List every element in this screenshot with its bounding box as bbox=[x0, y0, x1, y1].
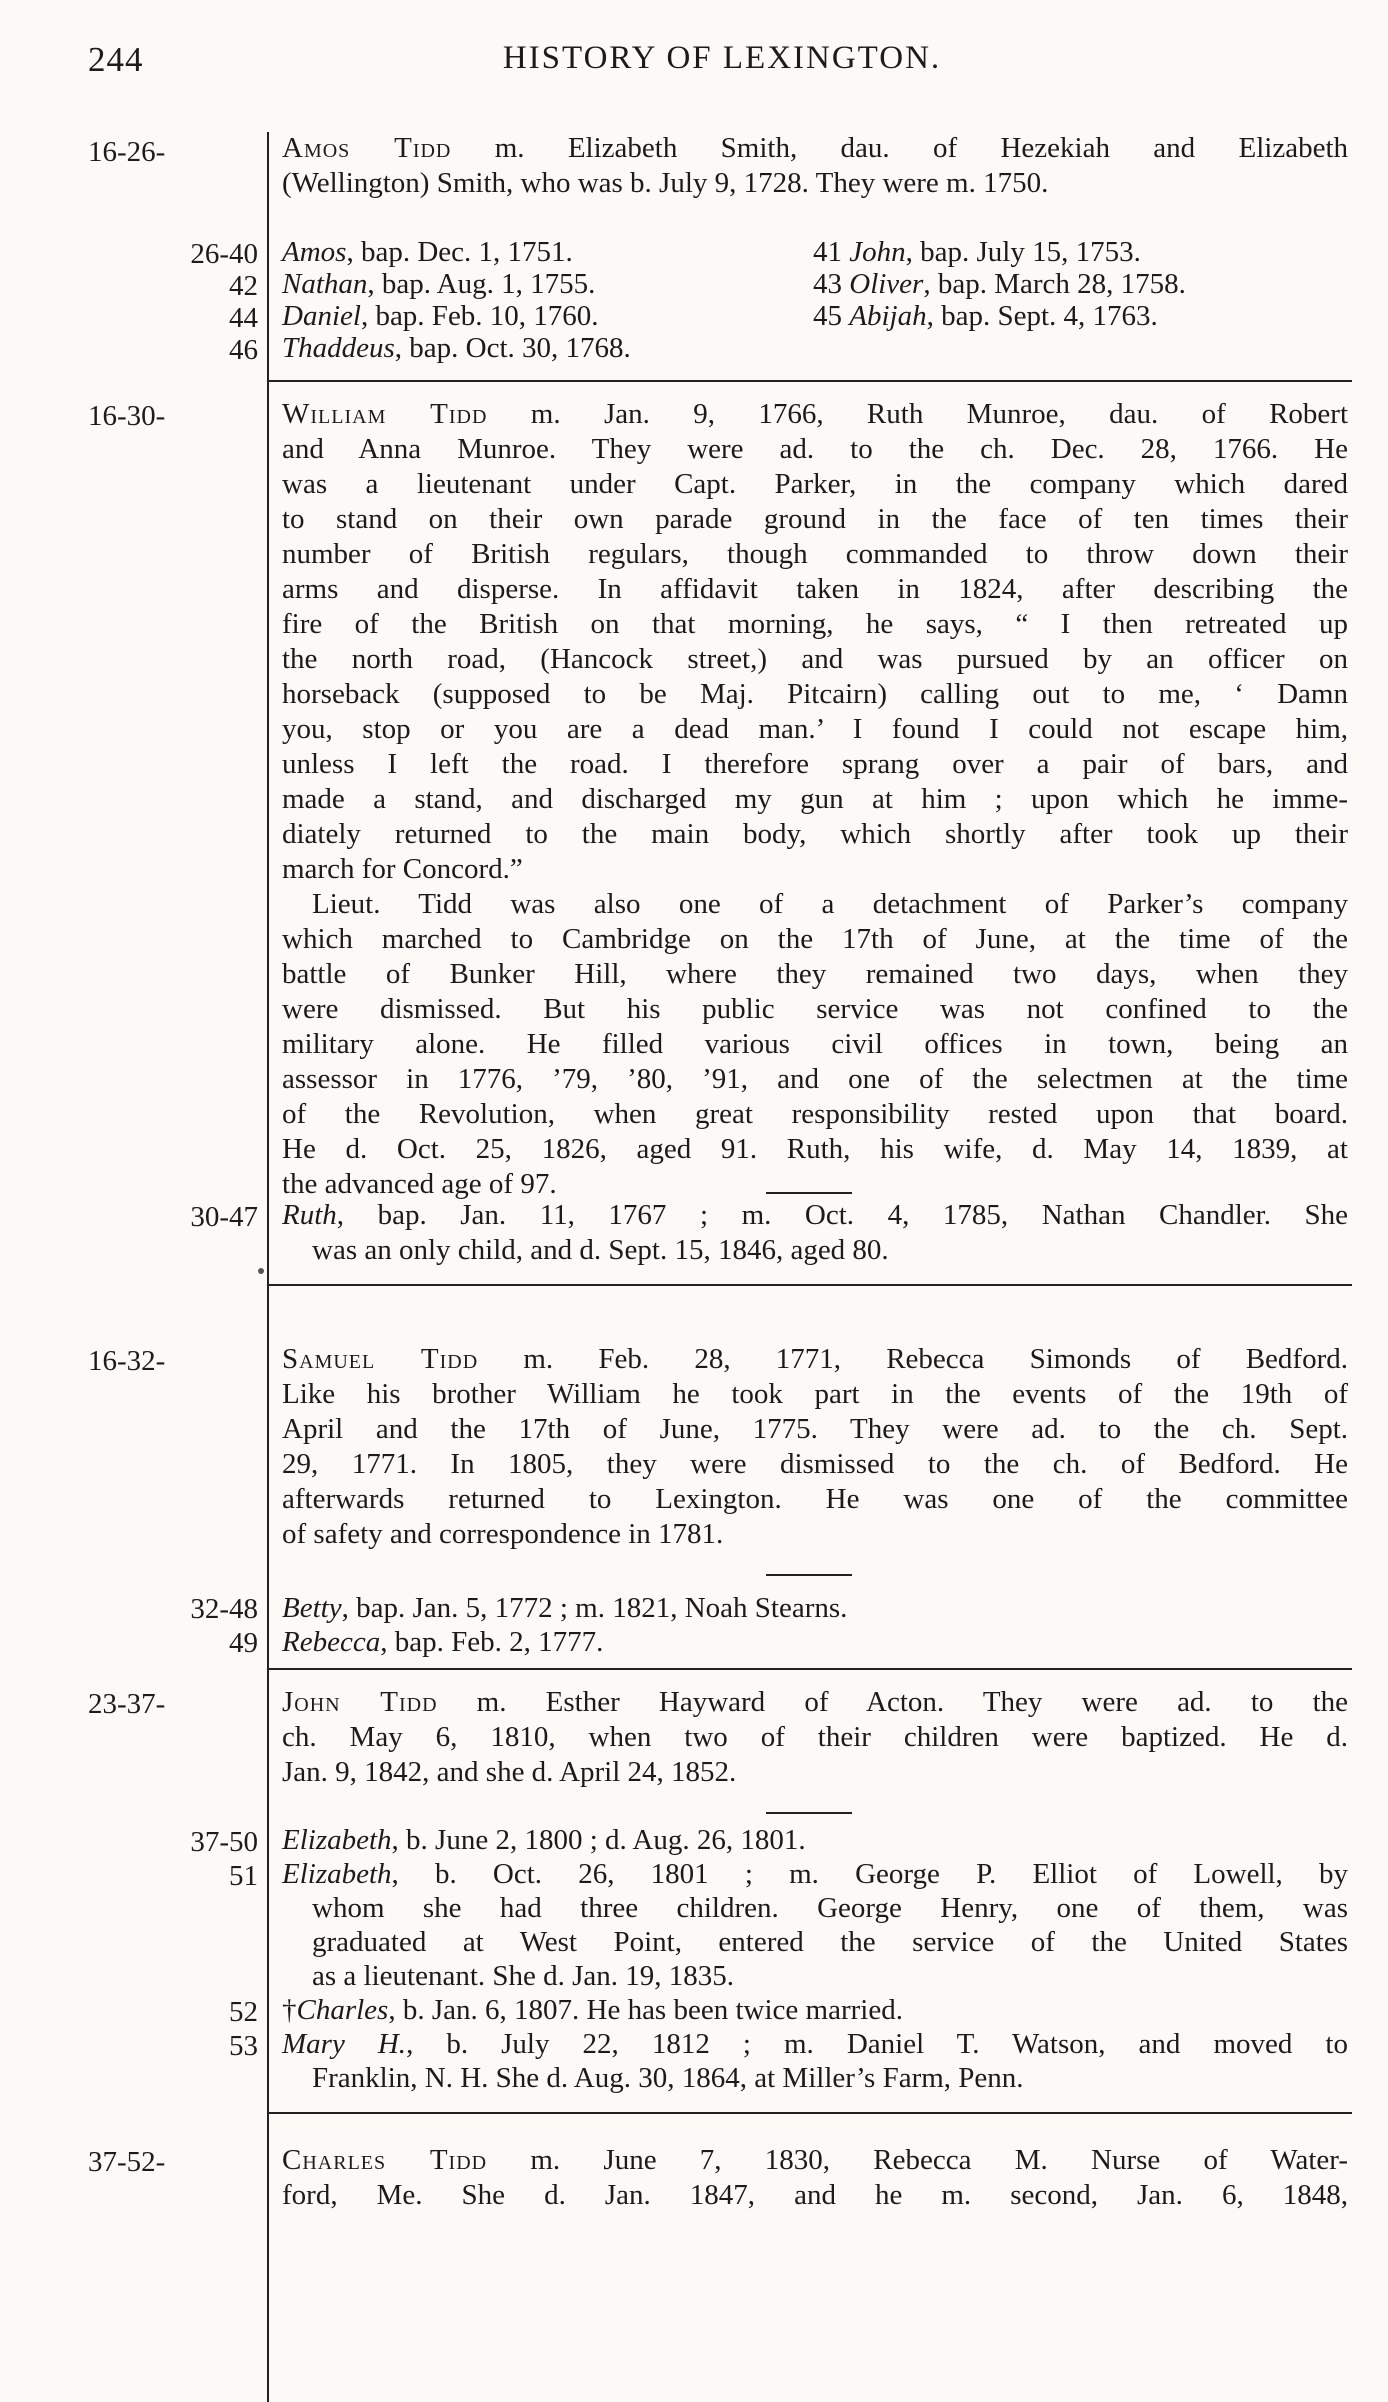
text-line: of the Revolution, when great responsibility rested upon that board. bbox=[282, 1098, 1348, 1130]
text-line: 29, 1771. In 1805, they were dismissed to the ch. of Bedford. He bbox=[282, 1448, 1348, 1480]
entry-head: Charles Tidd bbox=[282, 2144, 488, 2176]
child-ref: 37-50 bbox=[190, 1826, 258, 1858]
child-entry: Amos, bap. Dec. 1, 1751. bbox=[282, 236, 573, 268]
text-line: unless I left the road. I therefore sprang over a pair of bars, and bbox=[282, 748, 1348, 780]
text-line: military alone. He filled various civil offices in town, being an bbox=[282, 1028, 1348, 1060]
child-entry: 45 Abijah, bap. Sept. 4, 1763. bbox=[813, 300, 1158, 332]
entry-head: William Tidd bbox=[282, 398, 488, 430]
entry-head: Samuel Tidd bbox=[282, 1343, 479, 1375]
text-line: afterwards returned to Lexington. He was one of the committee bbox=[282, 1483, 1348, 1515]
text-line: and Anna Munroe. They were ad. to the ch. Dec. 28, 1766. He bbox=[282, 433, 1348, 465]
child-entry: as a lieutenant. She d. Jan. 19, 1835. bbox=[312, 1960, 735, 1992]
child-entry: 41 John, bap. July 15, 1753. bbox=[813, 236, 1141, 268]
children-list bbox=[282, 1591, 847, 1659]
child-ref: 51 bbox=[229, 1860, 258, 1892]
text-line: fire of the British on that morning, he says, “ I then retreated up bbox=[282, 608, 1348, 640]
entry-john bbox=[282, 1685, 1348, 1790]
short-divider bbox=[766, 1574, 852, 1576]
child-entry: whom she had three children. George Henry, one of them, was bbox=[312, 1892, 1348, 1924]
entry-head: Amos Tidd bbox=[282, 132, 452, 164]
short-divider bbox=[766, 1812, 852, 1814]
entry-ref: 16-30- bbox=[88, 400, 166, 432]
child-entry: Daniel, bap. Feb. 10, 1760. bbox=[282, 300, 599, 332]
divider-rule bbox=[267, 380, 1352, 382]
text-line: to stand on their own parade ground in the face of ten times their bbox=[282, 503, 1348, 535]
text-line: the advanced age of 97. bbox=[282, 1168, 557, 1200]
child-entry: 43 Oliver, bap. March 28, 1758. bbox=[813, 268, 1186, 300]
short-divider bbox=[766, 1192, 852, 1194]
text-line: Jan. 9, 1842, and she d. April 24, 1852. bbox=[282, 1756, 737, 1788]
divider-rule bbox=[267, 1284, 1352, 1286]
entry-william bbox=[282, 397, 1348, 1202]
child-ref: 49 bbox=[229, 1627, 258, 1659]
text-line: John Tidd m. Esther Hayward of Acton. They were ad. to the bbox=[282, 1686, 1348, 1718]
text-line: ch. May 6, 1810, when two of their children were baptized. He d. bbox=[282, 1721, 1348, 1753]
text-line: made a stand, and discharged my gun at him ; upon which he imme- bbox=[282, 783, 1348, 815]
child-entry: Thaddeus, bap. Oct. 30, 1768. bbox=[282, 332, 631, 364]
entry-samuel bbox=[282, 1342, 1348, 1552]
text-line: April and the 17th of June, 1775. They were ad. to the ch. Sept. bbox=[282, 1413, 1348, 1445]
entry-ref: 37-52- bbox=[88, 2146, 166, 2178]
running-title: HISTORY OF LEXINGTON. bbox=[502, 40, 942, 76]
divider-rule bbox=[267, 2112, 1352, 2114]
page-number: 244 bbox=[88, 40, 144, 79]
child-entry: Mary H., b. July 22, 1812 ; m. Daniel T. Watson, and moved to bbox=[282, 2028, 1348, 2060]
text-line: were dismissed. But his public service was not confined to the bbox=[282, 993, 1348, 1025]
child-ref: 42 bbox=[229, 270, 258, 302]
entry-charles: Charles Tidd m. June 7, 1830, Rebecca M. Nurse of Water- ford, Me. She d. Jan. 1847, and he m. second, Jan. 6, 1848, bbox=[282, 2144, 1348, 2211]
divider-rule bbox=[267, 1668, 1352, 1670]
text-line: was a lieutenant under Capt. Parker, in the company which dared bbox=[282, 468, 1348, 500]
text-line: assessor in 1776, ’79, ’80, ’91, and one of the selectmen at the time bbox=[282, 1063, 1348, 1095]
child-entry: Elizabeth, b. Oct. 26, 1801 ; m. George P. Elliot of Lowell, by bbox=[282, 1858, 1348, 1890]
child-ref: 52 bbox=[229, 1996, 258, 2028]
child-ref: 53 bbox=[229, 2030, 258, 2062]
child-entry: Betty, bap. Jan. 5, 1772 ; m. 1821, Noah Stearns. bbox=[282, 1592, 848, 1624]
children-list bbox=[282, 1823, 1348, 2095]
text-line: of safety and correspondence in 1781. bbox=[282, 1518, 724, 1550]
children-list-right bbox=[813, 236, 1186, 332]
entry-ruth: Ruth, bap. Jan. 11, 1767 ; m. Oct. 4, 1785, Nathan Chandler. She was an only child, and d. Sept. 15, 1846, aged 80. bbox=[282, 1199, 1348, 1266]
entry-head: John Tidd bbox=[282, 1686, 438, 1718]
entry-ref: 23-37- bbox=[88, 1688, 166, 1720]
ink-dot bbox=[258, 1268, 264, 1274]
text-line: diately returned to the main body, which shortly after took up their bbox=[282, 818, 1348, 850]
text-line: William Tidd m. Jan. 9, 1766, Ruth Munroe, dau. of Robert bbox=[282, 398, 1349, 430]
entry-amos: Amos Tidd m. Elizabeth Smith, dau. of Hezekiah and Elizabeth (Wellington) Smith, who was b. July 9, 1728. They were m. 1750. bbox=[282, 132, 1349, 199]
margin-rule bbox=[267, 132, 269, 2402]
child-entry: Franklin, N. H. She d. Aug. 30, 1864, at Miller’s Farm, Penn. bbox=[312, 2062, 1024, 2094]
entry-ref: 16-26- bbox=[88, 136, 166, 168]
entry-ref: 16-32- bbox=[88, 1345, 166, 1377]
text-line: number of British regulars, though commanded to throw down their bbox=[282, 538, 1348, 570]
child-ref: 46 bbox=[229, 334, 258, 366]
child-ref: 30-47 bbox=[190, 1201, 258, 1233]
child-entry: †Charles, b. Jan. 6, 1807. He has been twice married. bbox=[282, 1994, 903, 2026]
text-line: arms and disperse. In affidavit taken in 1824, after describing the bbox=[282, 573, 1348, 605]
child-entry: graduated at West Point, entered the service of the United States bbox=[312, 1926, 1348, 1958]
text-line: horseback (supposed to be Maj. Pitcairn) calling out to me, ‘ Damn bbox=[282, 678, 1348, 710]
text-line: which marched to Cambridge on the 17th of June, at the time of the bbox=[282, 923, 1348, 955]
text-line: battle of Bunker Hill, where they remained two days, when they bbox=[282, 958, 1348, 990]
child-entry: Rebecca, bap. Feb. 2, 1777. bbox=[282, 1626, 604, 1658]
text-line: Lieut. Tidd was also one of a detachment of Parker’s company bbox=[312, 888, 1348, 920]
text-line: He d. Oct. 25, 1826, aged 91. Ruth, his wife, d. May 14, 1839, at bbox=[282, 1133, 1348, 1165]
text-line: Like his brother William he took part in the events of the 19th of bbox=[282, 1378, 1348, 1410]
text-line: march for Concord.” bbox=[282, 853, 523, 885]
child-ref: 26-40 bbox=[190, 238, 258, 270]
running-head bbox=[88, 40, 1356, 90]
child-ref: 32-48 bbox=[190, 1593, 258, 1625]
child-entry: Nathan, bap. Aug. 1, 1755. bbox=[282, 268, 596, 300]
children-list-left bbox=[282, 236, 631, 364]
text-line: you, stop or you are a dead man.’ I found I could not escape him, bbox=[282, 713, 1348, 745]
text-line: Samuel Tidd m. Feb. 28, 1771, Rebecca Simonds of Bedford. bbox=[282, 1343, 1348, 1375]
child-ref: 44 bbox=[229, 302, 258, 334]
text-line: the north road, (Hancock street,) and was pursued by an officer on bbox=[282, 643, 1348, 675]
child-entry: Elizabeth, b. June 2, 1800 ; d. Aug. 26, 1801. bbox=[282, 1824, 806, 1856]
